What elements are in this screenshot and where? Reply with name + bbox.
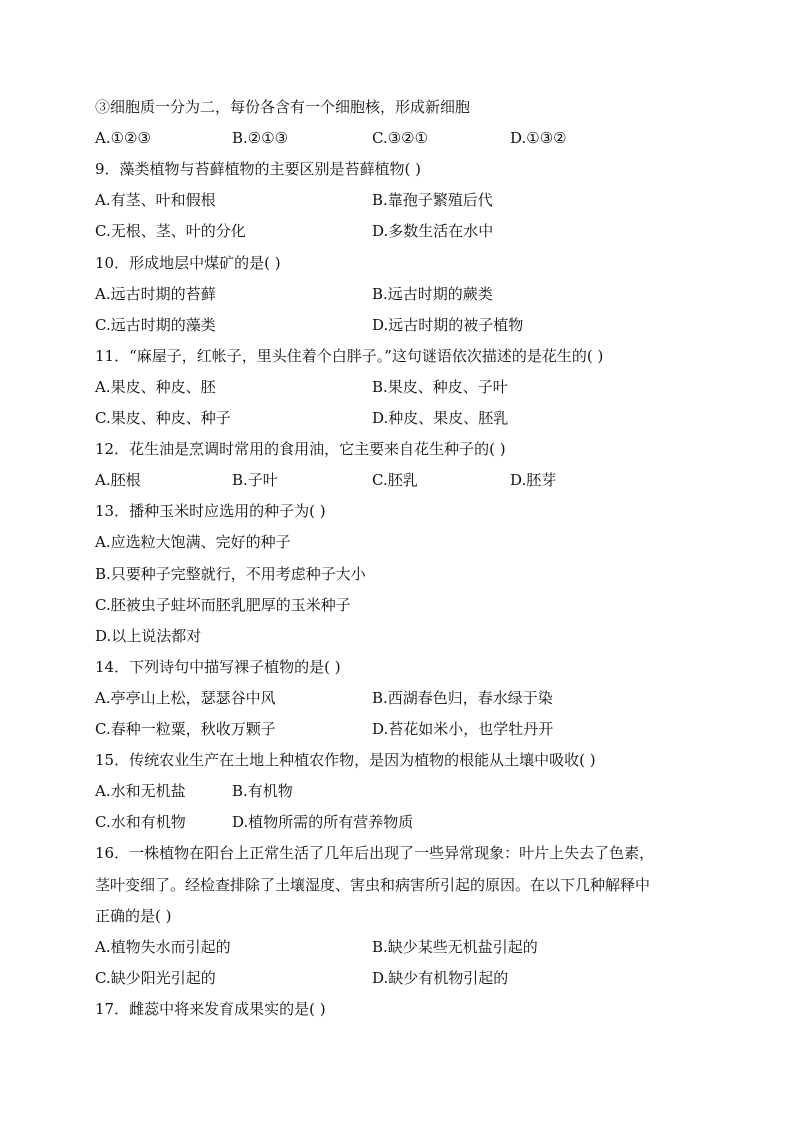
text-line: B.只要种子完整就行，不用考虑种子大小 (95, 564, 366, 583)
option-row (95, 470, 715, 490)
answer-option: A.远古时期的苔藓 (95, 284, 216, 303)
option-row (95, 937, 715, 957)
text-line: C.胚被虫子蛀坏而胚乳肥厚的玉米种子 (95, 595, 351, 614)
text-line: 正确的是( ) (95, 906, 172, 925)
text-line: 13．播种玉米时应选用的种子为( ) (95, 502, 326, 521)
answer-option: A.亭亭山上松，瑟瑟谷中风 (95, 688, 276, 707)
answer-option: A.果皮、种皮、胚 (95, 377, 216, 396)
answer-option: B.缺少某些无机盐引起的 (372, 937, 538, 956)
answer-option: B.有机物 (232, 782, 293, 801)
answer-option: D.胚芽 (510, 471, 557, 490)
answer-option: A.①②③ (95, 129, 151, 148)
option-row (95, 719, 715, 739)
text-line: 11．“麻屋子，红帐子，里头住着个白胖子。”这句谜语依次描述的是花生的( ) (95, 346, 604, 365)
text-line: D.以上说法都对 (95, 626, 202, 645)
answer-option: D.苔花如米小，也学牡丹开 (372, 720, 554, 738)
answer-option: A.水和无机盐 (95, 782, 186, 801)
answer-option: D.缺少有机物引起的 (372, 968, 509, 987)
answer-option: C.春种一粒粟，秋收万颗子 (95, 720, 276, 738)
option-row (95, 688, 715, 708)
text-line: 茎叶变细了。经检查排除了土壤湿度、害虫和病害所引起的原因。在以下几种解释中 (95, 875, 651, 894)
option-row (95, 284, 715, 304)
answer-option: C.③②① (372, 129, 429, 148)
text-line: 17．雌蕊中将来发育成果实的是( ) (95, 999, 326, 1018)
option-row (95, 190, 715, 210)
answer-option: D.远古时期的被子植物 (372, 315, 524, 334)
answer-option: B.果皮、种皮、子叶 (372, 377, 508, 396)
option-row (95, 968, 715, 988)
option-row (95, 408, 715, 428)
text-line: 15．传统农业生产在土地上种植农作物，是因为植物的根能从土壤中吸收( ) (95, 751, 596, 770)
text-line: 9．藻类植物与苔藓植物的主要区别是苔藓植物( ) (95, 160, 422, 179)
answer-option: A.胚根 (95, 471, 141, 490)
answer-option: C.果皮、种皮、种子 (95, 409, 231, 427)
answer-option: C.缺少阳光引起的 (95, 968, 216, 987)
answer-option: C.胚乳 (372, 471, 418, 490)
option-row (95, 377, 715, 397)
answer-option: B.靠孢子繁殖后代 (372, 191, 493, 210)
answer-option: C.无根、茎、叶的分化 (95, 222, 246, 241)
answer-option: B.远古时期的蕨类 (372, 284, 493, 303)
text-line: 12．花生油是烹调时常用的食用油，它主要来自花生种子的( ) (95, 440, 506, 459)
text-line: 16．一株植物在阳台上正常生活了几年后出现了一些异常现象：叶片上失去了色素， (95, 844, 655, 863)
answer-option: A.植物失水而引起的 (95, 937, 231, 956)
answer-option: D.植物所需的所有营养物质 (232, 813, 414, 832)
option-row (95, 128, 715, 148)
answer-option: B.②①③ (232, 129, 289, 148)
answer-option: D.种皮、果皮、胚乳 (372, 409, 509, 427)
text-line: 14．下列诗句中描写裸子植物的是( ) (95, 657, 341, 676)
option-row (95, 221, 715, 241)
text-line: 10．形成地层中煤矿的是( ) (95, 253, 281, 272)
text-line: ③细胞质一分为二，每份各含有一个细胞核，形成新细胞 (95, 98, 471, 116)
text-line: A.应选粒大饱满、完好的种子 (95, 533, 291, 552)
answer-option: A.有茎、叶和假根 (95, 191, 216, 210)
answer-option: B.子叶 (232, 471, 278, 490)
option-row (95, 812, 715, 832)
option-row (95, 781, 715, 801)
answer-option: D.①③② (510, 129, 567, 148)
answer-option: D.多数生活在水中 (372, 222, 494, 241)
answer-option: C.远古时期的藻类 (95, 315, 216, 334)
answer-option: B.西湖春色归，春水绿于染 (372, 688, 553, 707)
option-row (95, 315, 715, 335)
answer-option: C.水和有机物 (95, 813, 186, 832)
